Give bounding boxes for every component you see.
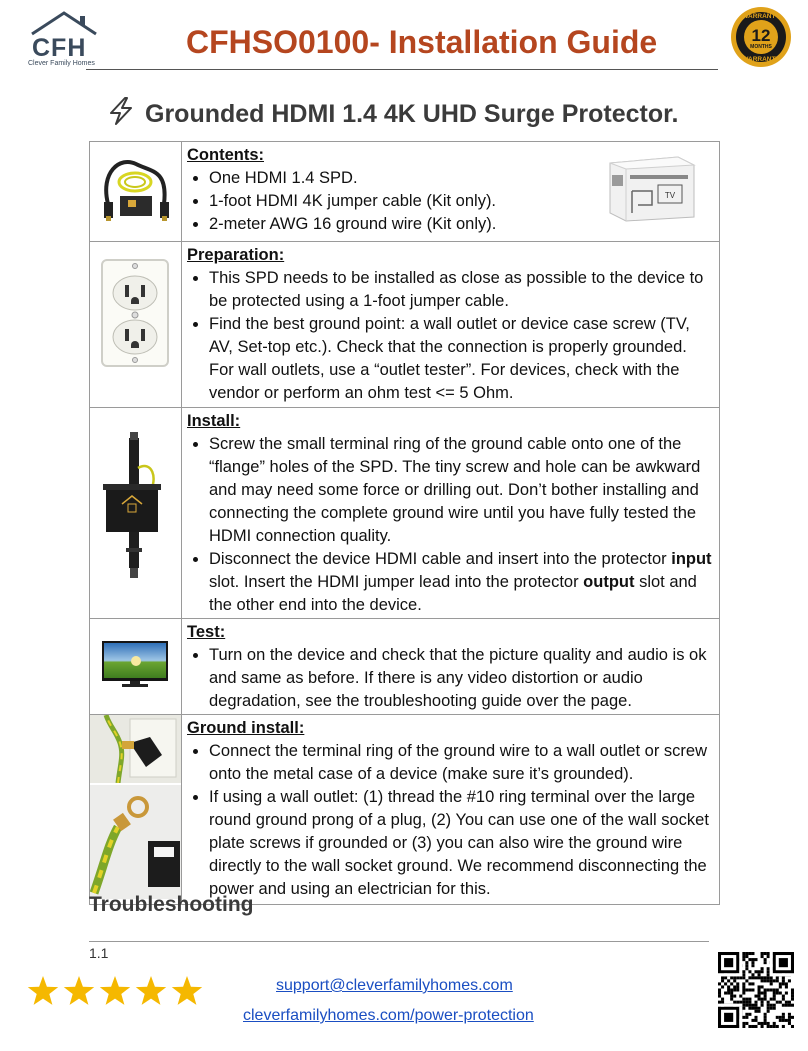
warranty-bottom-text: WARRANTY <box>742 56 780 63</box>
star-icon <box>136 976 166 1005</box>
warranty-unit: MONTHS <box>750 44 772 50</box>
star-icon <box>28 976 58 1005</box>
star-icon <box>172 976 202 1005</box>
television-image <box>90 619 181 709</box>
list-item: • One HDMI 1.4 SPD. <box>209 167 715 190</box>
star-icon <box>64 976 94 1005</box>
list-item: • Screw the small terminal ring of the ground cable onto one of the “flange” holes of the SPD. The tiny screw and hole can be awkward and may need some force or drilling out. Don’t bother installing and connecting the complete ground wire until you have fully tested the HDMI connection quality. <box>209 433 715 548</box>
ground-heading: Ground install: <box>187 719 305 737</box>
ground-text-cell <box>182 715 720 905</box>
warranty-top-text: WARRANTY <box>742 13 780 20</box>
list-item: • Turn on the device and check that the picture quality and audio is ok and same as before. If there is any video distortion or audio degradation, see the troubleshooting guide over the page. <box>209 644 715 713</box>
support-email-link[interactable]: support@cleverfamilyhomes.com <box>276 977 513 994</box>
product-box-image <box>608 155 696 222</box>
output-keyword: output <box>583 573 635 591</box>
star-rating <box>26 974 204 1015</box>
install-list <box>187 433 715 617</box>
preparation-image-cell <box>90 242 182 408</box>
product-subtitle <box>105 96 678 129</box>
document-version: 1.1 <box>89 945 109 961</box>
list-item: • Connect the terminal ring of the ground wire to a wall outlet or screw onto the metal case of a device (make sure it’s grounded). <box>209 740 715 786</box>
list-item: • This SPD needs to be installed as close as possible to the device to be protected using a 1-foot jumper cable. <box>209 267 715 313</box>
list-item: • 1-foot HDMI 4K jumper cable (Kit only). <box>209 190 715 213</box>
contents-heading: Contents: <box>187 146 264 164</box>
install-text-cell <box>182 408 720 619</box>
list-item: • Disconnect the device HDMI cable and insert into the protector input slot. Insert the HDMI jumper lead into the protector output slot and the other end into the device. <box>209 548 715 617</box>
ground-image-cell <box>90 715 182 905</box>
install-row <box>90 408 720 619</box>
ground-list <box>187 740 715 901</box>
warranty-badge <box>730 6 792 68</box>
installation-table <box>89 141 720 905</box>
logo-text: CFH <box>32 34 87 62</box>
preparation-text-cell <box>182 242 720 408</box>
logo-tagline: Clever Family Homes <box>28 60 95 67</box>
header-divider <box>86 69 718 70</box>
contents-text-cell <box>182 142 720 242</box>
preparation-list <box>187 267 715 405</box>
input-keyword: input <box>671 550 712 568</box>
warranty-number: 12 <box>751 26 771 45</box>
box-tv-label: TV <box>664 191 676 200</box>
support-website-link[interactable]: cleverfamilyhomes.com/power-protection <box>243 1007 534 1024</box>
subtitle-text: Grounded HDMI 1.4 4K UHD Surge Protector. <box>145 100 679 128</box>
contents-row <box>90 142 720 242</box>
preparation-heading: Preparation: <box>187 246 285 264</box>
footer-divider <box>89 941 709 942</box>
test-row <box>90 619 720 715</box>
lightning-bolt-icon <box>105 96 137 126</box>
company-logo <box>28 10 100 72</box>
install-image-cell <box>90 408 182 619</box>
ground-wire-images <box>90 715 181 899</box>
troubleshooting-heading: Troubleshooting <box>89 893 254 916</box>
list-item: • 2-meter AWG 16 ground wire (Kit only). <box>209 213 715 236</box>
preparation-row <box>90 242 720 408</box>
surge-protector-image <box>90 408 181 613</box>
list-item: • Find the best ground point: a wall outlet or device case screw (TV, AV, Set-top etc.). Check that the connection is properly grounded. For wall outlets, use a “outlet tester”. For devices, check with the vendor or perform an ohm test <= 5 Ohm. <box>209 313 715 405</box>
install-heading: Install: <box>187 412 241 430</box>
list-item: • If using a wall outlet: (1) thread the #10 ring terminal over the large round ground prong of a plug, (2) You can use one of the wall socket plate screws if grounded or (3) you can also wire the ground wire directly to the wall socket ground. We recommend disconnecting the power and using an electrician for this. <box>209 786 715 901</box>
contents-image-cell <box>90 142 182 242</box>
wall-outlet-image <box>90 242 181 402</box>
star-icon <box>100 976 130 1005</box>
test-heading: Test: <box>187 623 226 641</box>
test-image-cell <box>90 619 182 715</box>
test-list <box>187 644 715 713</box>
ground-install-row <box>90 715 720 905</box>
page-title: CFHSO0100- Installation Guide <box>186 24 658 60</box>
qr-code[interactable] <box>718 952 794 1028</box>
test-text-cell <box>182 619 720 715</box>
hdmi-kit-image <box>90 142 181 236</box>
